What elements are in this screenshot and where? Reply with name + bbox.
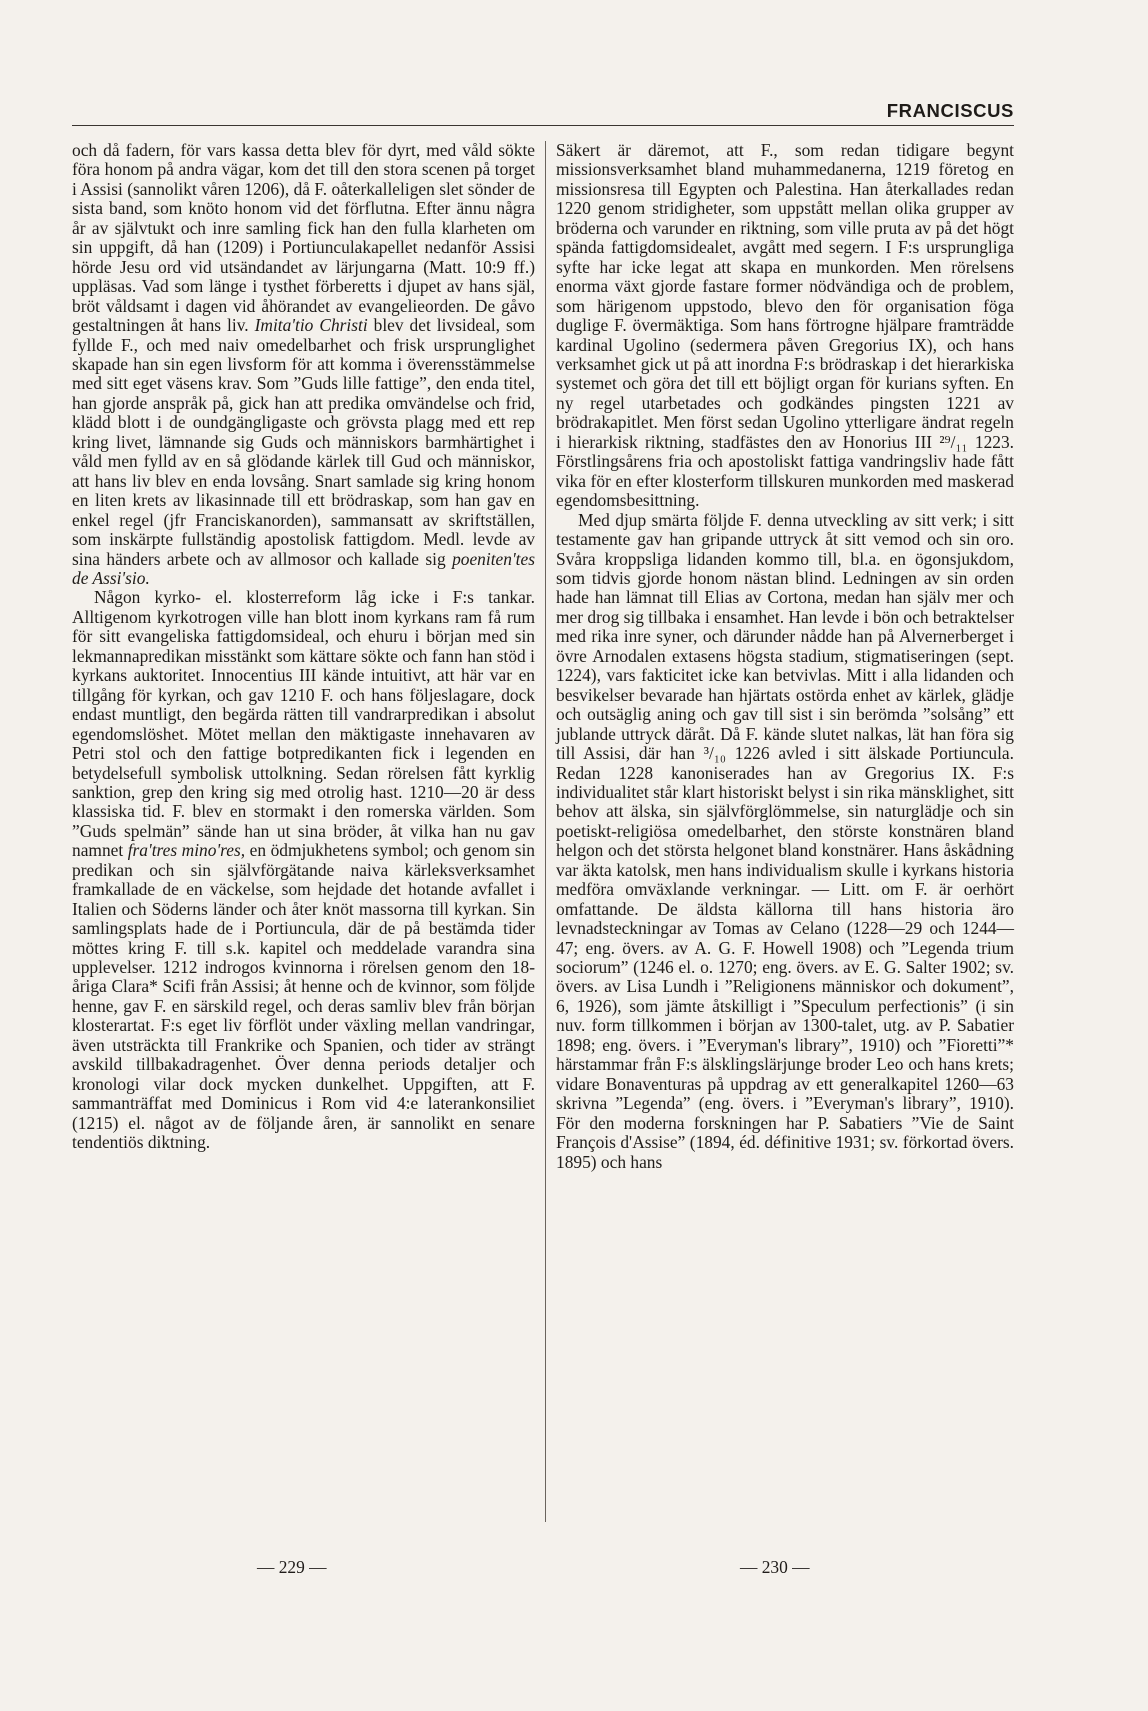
right-column xyxy=(556,141,1014,1172)
page-number-left: — 229 — xyxy=(257,1557,327,1577)
paragraph: Säkert är däremot, att F., som redan tidigare begynt missionsverksamhet bland muhammedanerna, 1219 företog en missionsresa till Egypten och Palestina. Han återkallades redan 1220 genom stridigheter, som uppstått mellan olika grupper av bröderna och varunder en riktning, som ville pruta av på det högt spända fattigdomsidealet, avgått med segern. I F:s ursprungliga syfte har icke legat att skapa en munkorden. Men rörelsens enorma växt gjorde fastare former nödvändiga och de problem, som härigenom uppstodo, blevo den för organisation föga duglige F. övermäktiga. Som hans förtrogne hjälpare framträdde kardinal Ugolino (sedermera påven Gregorius IX), och hans verksamhet gick ut på att inordna F:s brödraskap i det hierarkiska systemet och göra det till ett böjligt organ för kurians syften. En ny regel utarbetades och godkändes pingsten 1221 av brödrakapitlet. Men först sedan Ugolino ytterligare ändrat regeln i hierarkisk riktning, stadfästes den av Honorius III ²⁹/₁₁ 1223. Förstlingsårens fria och apostoliskt fattiga vandringsliv hade fått vika för en efter klosterform tillskuren munkorden med maskerad egendomsbesittning. xyxy=(556,140,1014,511)
paragraph xyxy=(72,141,535,588)
text-run: och då fadern, för vars kassa detta blev för dyrt, med våld sökte föra honom på andra vägar, kom det till den stora scenen på torget i Assisi (sannolikt våren 1206), då F. oåterkalleligen slet sönder de sista band, som knöto honom vid det förflutna. Efter ännu några år av självtukt och inre samling fick han den fulla klarheten om sin uppgift, då han (1209) i Portiunculakapellet nedanför Assisi hörde Jesu ord vid utsändandet av lärjungarna (Matt. 10:9 ff.) uppläsas. Vad som länge i tysthet förberetts i djupet av hans själ, bröt våldsamt i dagen vid åhörandet av evangelieorden. De gåvo gestaltningen åt hans liv. xyxy=(72,140,535,336)
italic-term: fra'tres mino'res, xyxy=(127,840,246,861)
text-run: blev det livsideal, som fyllde F., och med naiv omedelbarhet och frisk ursprunglighet skapade han sin egen livsform för att komma i överensstämmelse med sitt eget väsens krav. Som ”Guds lille fattige”, den enda titel, han gjorde anspråk på, gick han att predika omvändelse och frid, klädd blott i de oundgängligaste och grövsta plagg med ett rep kring livet, lämnande sig Guds och människors barmhärtighet i våld men fylld av en så glödande kärlek till Gud och människor, att hans liv blev en enda lovsång. Snart samlade sig kring honom en liten krets av likasinnade till ett brödraskap, som han gav en enkel regel (jfr Franciskanorden), sammansatt av skriftställen, som inskärpte fullständig apostolisk fattigdom. Medl. levde av sina händers arbete och av allmosor och kallade sig xyxy=(72,315,535,569)
paragraph: Med djup smärta följde F. denna utveckling av sitt verk; i sitt testamente gav han gripande uttryck åt sitt vemod och sin oro. Svåra kroppsliga lidanden kommo till, bl.a. en ögonsjukdom, som tidvis gjorde honom nästan blind. Ledningen av sin orden hade han lämnat till Elias av Cortona, medan han själv mer och mer drog sig tillbaka i ensamhet. Han levde i bön och betraktelser med rika inre syner, och därunder nådde han på Alvernerberget i övre Arnodalen extasens högsta stadium, stigmatiseringen (sept. 1224), vars fakticitet icke kan betvivlas. Mitt i alla lidanden och besvikelser bevarade han hjärtats ostörda enhet av kärlek, glädje och outsäglig aning och gav till sist i sin berömda ”solsång” ett jublande uttryck däråt. Då F. kände slutet nalkas, lät han föra sig till Assisi, där han ³/₁₀ 1226 avled i sitt älskade Portiuncula. Redan 1228 kanoniserades han av Gregorius IX. F:s individualitet står klart historiskt belyst i sin rika mänsklighet, sitt behov att älska, sin självförglömmelse, sin naturglädje och sin poetiskt-religiösa omedelbarhet, den störste konstnären bland helgon och det största helgonet bland konstnärer. Hans åskådning var äkta katolsk, men hans individualism skulle i kyrkans historia medföra omväxlande verkningar. — Litt. om F. är oerhört omfattande. De äldsta källorna till hans historia äro levnadsteckningar av Tomas av Celano (1228—29 och 1244—47; eng. övers. av A. G. F. Howell 1908) och ”Legenda trium sociorum” (1246 el. o. 1270; eng. övers. av E. G. Salter 1902; sv. övers. av Lisa Lundh i ”Religionens människor och dokument”, 6, 1926), som jämte åtskilligt i ”Speculum perfectionis” (i sin nuv. form tillkommen i början av 1300-talet, utg. av P. Sabatier 1898; eng. övers. i ”Everyman's library”, 1910) och ”Fioretti”* härstammar från F:s älsklingslärjunge broder Leo och hans krets; vidare Bonaventuras på uppdrag av ett generalkapitel 1260—63 skrivna ”Legenda” (eng. övers. i ”Everyman's library”, 1910). För den moderna forskningen har P. Sabatiers ”Vie de Saint François d'Assise” (1894, éd. définitive 1931; sv. förkortad övers. 1895) och hans xyxy=(556,509,1014,1172)
running-header-title: FRANCISCUS xyxy=(886,100,1014,121)
text-run: en ödmjukhetens symbol; och genom sin predikan och sin självförgätande naiva kärleksverksamhet framkallade de en väckelse, som hejdade det hotande avfallet i Italien och Söderns länder och åter knöt massorna till kyrkan. Sin samlingsplats hade de i Portiuncula, där de på bestämda tider möttes kring F. till s.k. kapitel och meddelade varandra sina upplevelser. 1212 indrogos kvinnorna i rörelsen genom den 18-åriga Clara* Scifi från Assisi; åt henne och de kvinnor, som följde henne, gav F. en särskild regel, och deras samliv blev från början klosterartat. F:s eget liv förflöt under växling mellan vandringar, även utsträckta till Frankrike och Spanien, och tider av strängt avskild tillbakadragenhet. Över denna periods detaljer och kronologi vilar dock mycken dunkelhet. Uppgiften, att F. sammanträffat med Dominicus i Rom vid 4:e laterankonsiliet (1215) el. något av de följande åren, är sannolikt en senare tendentiös diktning. xyxy=(72,840,535,1153)
text-run: Någon kyrko- el. klosterreform låg icke i F:s tankar. Alltigenom kyrkotrogen ville han blott inom kyrkans ram få rum för sitt evangeliska fattigdomsideal, och ehuru i början med sin lekmannapredikan misstänkt som kättare sökte och fann han stöd i kyrkans auktoritet. Innocentius III kände intuitivt, att här var en tillgång för kyrkan, och gav 1210 F. och hans följeslagare, dock endast muntligt, den begärda rätten till vandrarpredikan i absolut egendomslöshet. Mötet mellan den mäktigaste innehavaren av Petri stol och den fattige botpredikanten fick i legenden en betydelsefull symbolisk uttolkning. Sedan rörelsen fått kyrklig sanktion, grep den kring sig med otrolig hast. 1210—20 är dess klassiska tid. F. blev en stormakt i den romerska världen. Som ”Guds spelmän” sände han ut sina bröder, åt vilka han nu gav namnet xyxy=(72,587,535,861)
page-number-right: — 230 — xyxy=(740,1557,810,1577)
paragraph xyxy=(72,588,535,1152)
column-divider xyxy=(545,141,546,1522)
left-column xyxy=(72,141,535,1153)
italic-term: poeniten'tes de Assi'sio. xyxy=(72,548,535,588)
header-rule xyxy=(72,125,1014,126)
italic-term: Imita'tio Christi xyxy=(254,315,368,336)
